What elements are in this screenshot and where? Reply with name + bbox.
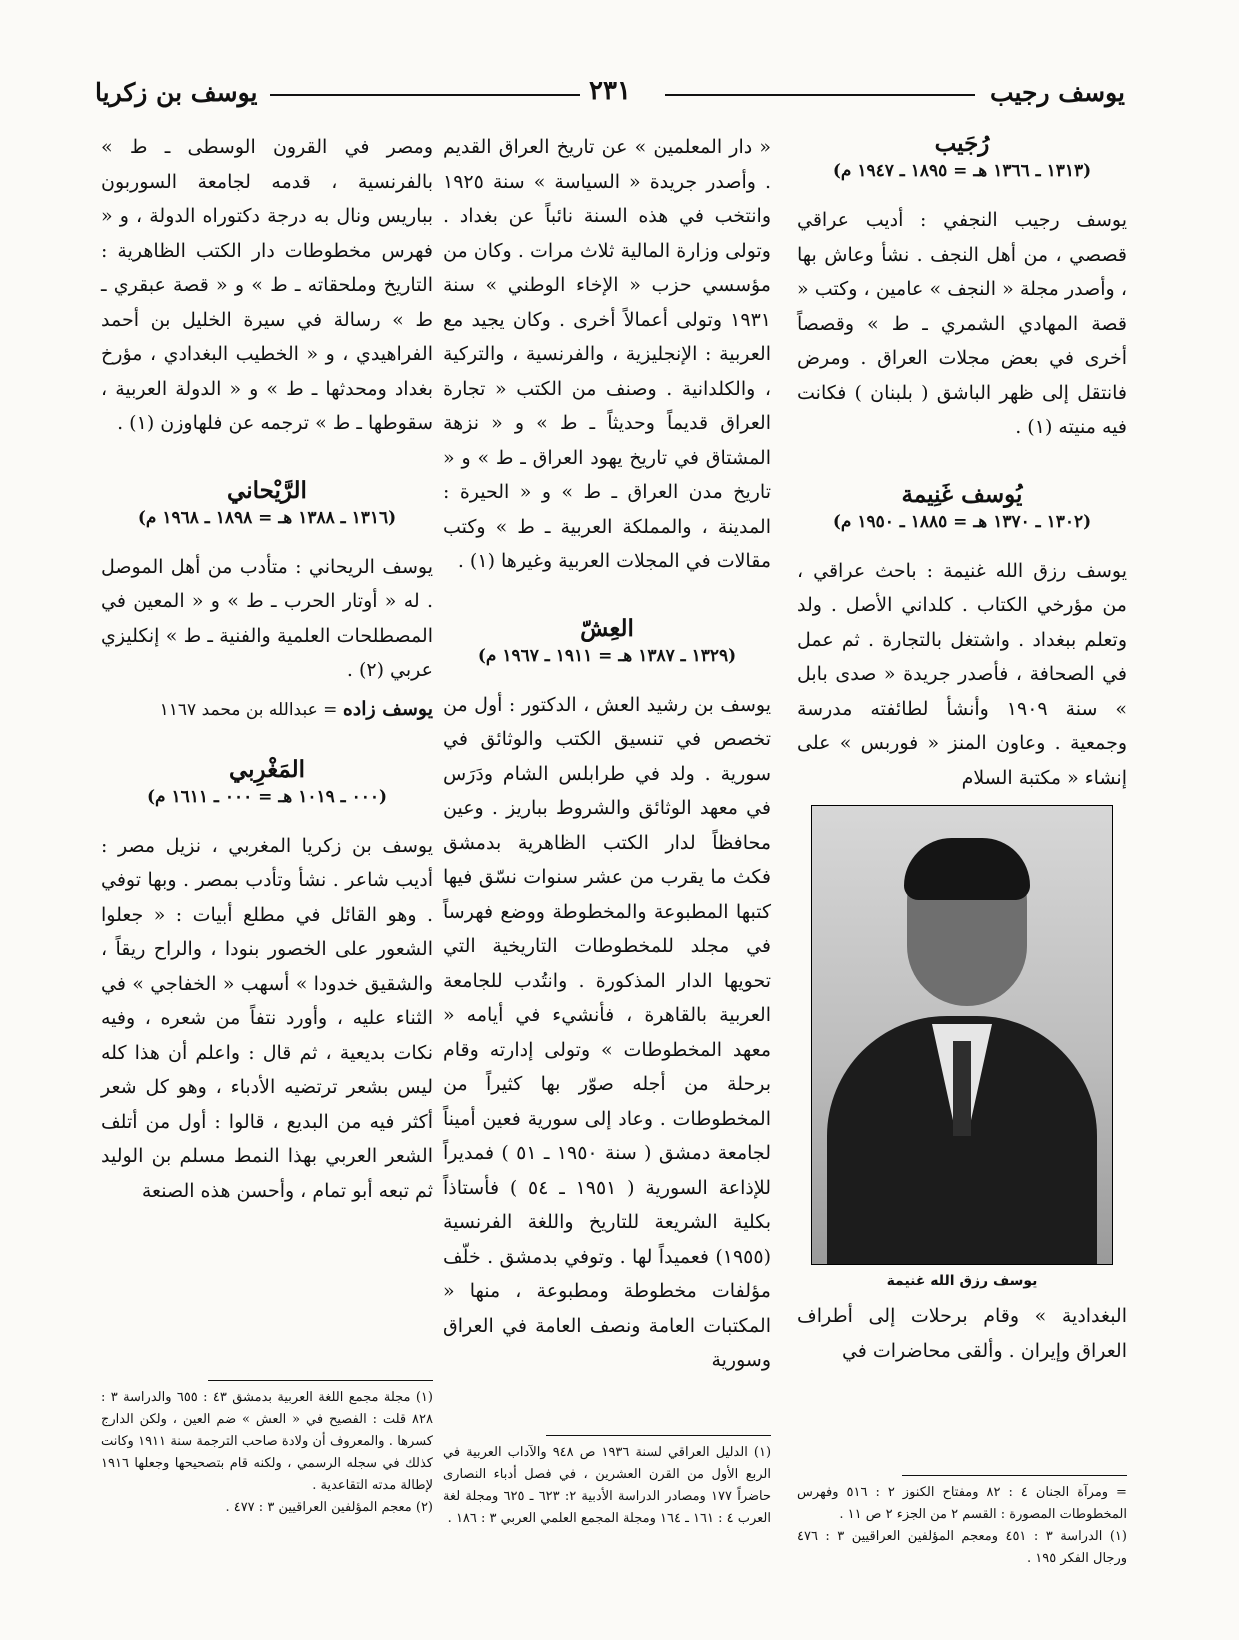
header-right-title: يوسف رجيب xyxy=(989,78,1125,107)
entry-dates: (١٣١٦ ـ ١٣٨٨ هـ = ١٨٩٨ ـ ١٩٦٨ م) xyxy=(137,507,397,528)
entry-text-continued: « دار المعلمين » عن تاريخ العراق القديم . وأصدر جريدة « السياسة » سنة ١٩٢٥ وانتخب في هذه السنة نائباً عن بغداد . وتولى وزارة المالية ثلاث مرات . وكان من مؤسسي حزب « الإخاء الوطني » سنة ١٩٣١ وتولى أعمالاً أخرى . وكان يجيد مع العربية : الإنجليزية ، والفرنسية ، والتركية ، والكلدانية . وصنف من الكتب « تجارة العراق قديماً وحديثاً ـ ط » و « نزهة المشتاق في تاريخ يهود العراق ـ ط » و « تاريخ مدن العراق ـ ط » و « الحيرة : المدينة ، والمملكة العربية ـ ط » وكتب مقالات في المجلات العربية وغيرها (١) . xyxy=(443,136,771,572)
header-left-title: يوسف بن زكريا xyxy=(95,78,258,107)
entry-dates: (١٣٠٢ ـ ١٣٧٠ هـ = ١٨٨٥ ـ ١٩٥٠ م) xyxy=(832,511,1092,532)
page-header xyxy=(95,78,1125,114)
footnote-rule xyxy=(546,1435,771,1436)
crossref-target: = عبدالله بن محمد ١١٦٧ xyxy=(159,699,338,720)
entry-title: المَغْرِبي xyxy=(228,755,306,783)
entry-title: العِشّ xyxy=(580,614,634,642)
footnote: (١) مجلة مجمع اللغة العربية بدمشق ٤٣ : ٦٥٥ والدراسة ٣ : ٨٢٨ قلت : الفصيح في « العش » ضم العين ، ولكن الدارج كسرها . والمعروف أن ولادة صاحب الترجمة سنة ١٩١١ وكانت كذلك في سجله الرسمي ، ولكنه قام بتصحيحها وجعلها ١٩١٦ لإطالة مدته التقاعدية . xyxy=(101,1390,433,1493)
portrait-photo xyxy=(811,805,1113,1265)
footnote: (٢) معجم المؤلفين العراقيين ٣ : ٤٧٧ . xyxy=(225,1500,433,1515)
crossref-name: يوسف زاده xyxy=(342,697,433,720)
entry-dates: (٠٠٠ ـ ١٠١٩ هـ = ٠٠٠ ـ ١٦١١ م) xyxy=(146,786,388,807)
entry-text-continued: البغدادية » وقام برحلات إلى أطراف العراق وإيران . وألقى محاضرات في xyxy=(797,1305,1127,1362)
page-number: ٢٣١ xyxy=(577,76,643,106)
entry-dates: (١٣٢٩ ـ ١٣٨٧ هـ = ١٩١١ ـ ١٩٦٧ م) xyxy=(477,645,737,666)
footnote-rule xyxy=(902,1475,1127,1476)
entry-text: يوسف بن رشيد العش ، الدكتور : أول من تخصص في تنسيق الكتب والوثائق في سورية . ولد في طرابلس الشام ودَرَس في معهد الوثائق والشروط بباريز . وعين محافظاً لدار الكتب الظاهرية بدمشق فكث ما يقرب من عشر سنوات نسّق فيها كتبها المطبوعة والمخطوطة ووضع فهرساً في مجلد للمخطوطات التاريخية التي تحويها الدار المذكورة . وانتُدب للجامعة العربية بالقاهرة ، فأنشيء في أيامه « معهد المخطوطات » وتولى إدارته وقام برحلة من أجله صوّر بها كثيراً من المخطوطات . وعاد إلى سورية فعين أميناً لجامعة دمشق ( سنة ١٩٥٠ ـ ٥١ ) فمديراً للإذاعة السورية ( ١٩٥١ ـ ٥٤ ) فأستاذاً بكلية الشريعة للتاريخ واللغة الفرنسية (١٩٥٥) فعميداً لها . وتوفي بدمشق . خلّف مؤلفات مخطوطة ومطبوعة ، منها « المكتبات العامة ونصف العامة في العراق وسورية xyxy=(443,693,771,1371)
column-right xyxy=(797,130,1127,1368)
footnotes-left xyxy=(101,1380,433,1519)
photo-caption: يوسف رزق الله غنيمة xyxy=(886,1273,1038,1289)
cross-reference xyxy=(101,698,433,720)
entry-text: يوسف رزق الله غنيمة : باحث عراقي ، من مؤرخي الكتاب . كلداني الأصل . ولد وتعلم ببغداد . واشتغل بالتجارة . ثم عمل في الصحافة ، فأصدر جريدة « صدى بابل » سنة ١٩٠٩ وأنشأ لطائفته مدرسة وجمعية . وعاون المنز « فوربس » على إنشاء « مكتبة السلام xyxy=(797,559,1127,789)
header-rule-right xyxy=(665,94,975,96)
entry-title: الرَّيْحاني xyxy=(227,476,307,504)
entry-text: يوسف رجيب النجفي : أديب عراقي قصصي ، من أهل النجف . نشأ وعاش بها ، وأصدر مجلة « النجف » عامين ، وكتب « قصة المهادي الشمري ـ ط » وقصصاً أخرى في بعض مجلات العراق . ومرض فانتقل إلى ظهر الباشق ( بلبنان ) فكانت فيه منيته (١) . xyxy=(797,209,1127,438)
footnote: (١) الدراسة ٣ : ٤٥١ ومعجم المؤلفين العراقيين ٣ : ٤٧٦ ورجال الفكر ١٩٥ . xyxy=(797,1529,1127,1566)
entry-title: يُوسف غَنِيمة xyxy=(901,480,1023,508)
entry-title: رُجَيب xyxy=(934,130,990,157)
footnote: = ومرآة الجنان ٤ : ٨٢ ومفتاح الكنوز ٢ : ٥١٦ وفهرس المخطوطات المصورة : القسم ٢ من الجزء ٢ ص ١١ . xyxy=(797,1485,1127,1522)
footnote: (١) الدليل العراقي لسنة ١٩٣٦ ص ٩٤٨ والآداب العربية في الربع الأول من القرن العشرين ، في فصل أدباء النصارى حاضراً ١٧٧ ومصادر الدراسة الأدبية ٢: ٦٢٣ ـ ٦٢٥ ومجلة لغة العرب ٤ : ١٦١ ـ ١٦٤ ومجلة المجمع العلمي العربي ٣ : ١٨٦ . xyxy=(443,1445,772,1526)
entry-text: يوسف الريحاني : متأدب من أهل الموصل . له « أوتار الحرب ـ ط » و « المعين في المصطلحات العلمية والفنية ـ ط » إنكليزي عربي (٢) . xyxy=(101,555,433,681)
footnotes-middle xyxy=(443,1435,771,1530)
column-middle xyxy=(443,130,771,1378)
entry-text-continued: ومصر في القرون الوسطى ـ ط » بالفرنسية ، قدمه لجامعة السوربون بباريس ونال به درجة دكتوراه الدولة ، و « فهرس مخطوطات دار الكتب الظاهرية : التاريخ وملحقاته ـ ط » و « قصة عبقري ـ ط » رسالة في سيرة الخليل بن أحمد الفراهيدي ، و « الخطيب البغدادي ، مؤرخ بغداد ومحدثها ـ ط » و « الدولة العربية ، سقوطها ـ ط » ترجمه عن فلهاوزن (١) . xyxy=(101,136,433,434)
header-rule-left xyxy=(270,94,580,96)
column-left xyxy=(101,130,433,1208)
entry-dates: (١٣١٣ ـ ١٣٦٦ هـ = ١٨٩٥ ـ ١٩٤٧ م) xyxy=(832,161,1092,181)
footnotes-right xyxy=(797,1475,1127,1570)
entry-text: يوسف بن زكريا المغربي ، نزيل مصر : أديب شاعر . نشأ وتأدب بمصر . وبها توفي . وهو القائل في مطلع أبيات : « جعلوا الشعور على الخصور بنودا ، والراح ريقاً ، والشقيق خدودا » أسهب « الخفاجي » في الثناء عليه ، وأورد نتفاً من شعره ، وفيه نكات بديعية ، ثم قال : واعلم أن هذا كله ليس بشعر ترتضيه الأدباء ، وهو كل شعر أكثر فيه من البديع ، قالوا : أول من أتلف الشعر العربي بهذا النمط مسلم بن الوليد ثم تبعه أبو تمام ، وأحسن هذه الصنعة xyxy=(101,834,433,1202)
footnote-rule xyxy=(208,1380,433,1381)
